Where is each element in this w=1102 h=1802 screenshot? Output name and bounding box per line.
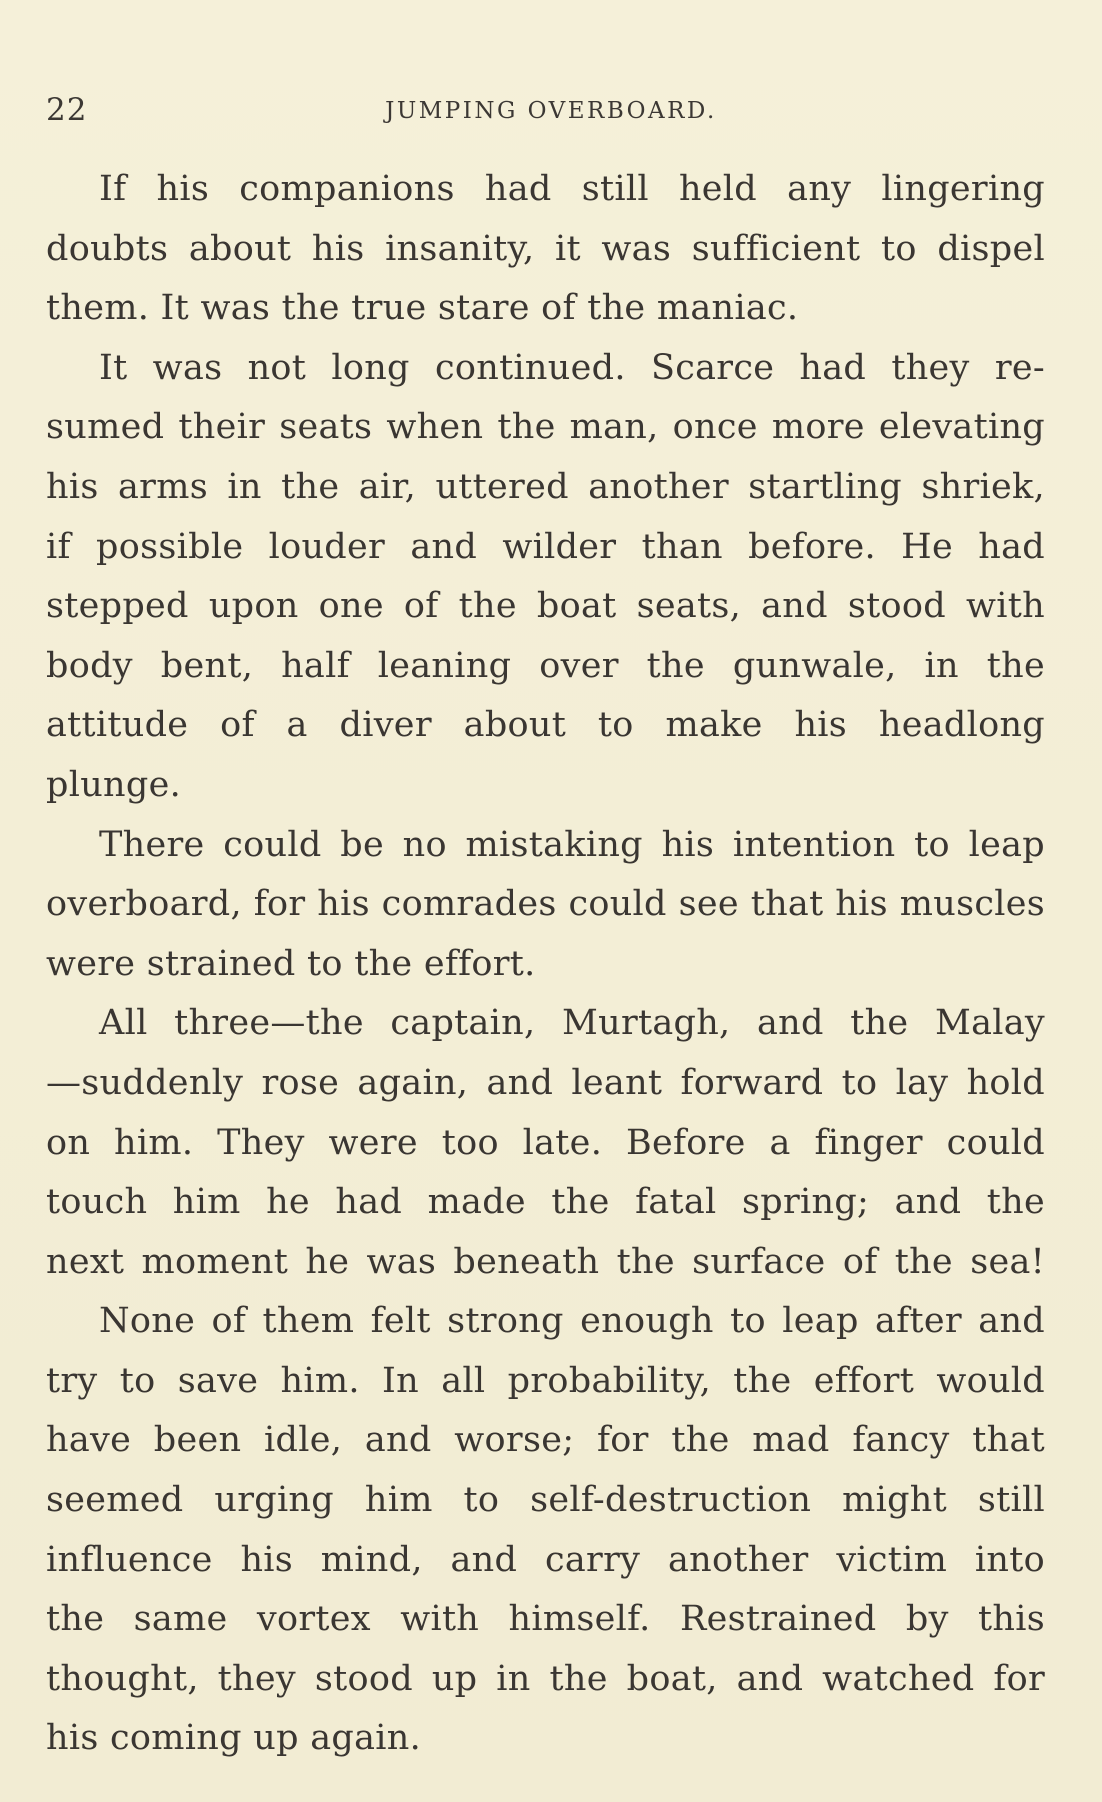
text-line: plunge.	[46, 764, 182, 805]
text-line: doubts about his insanity, it was sufficient to dispel	[46, 228, 1045, 269]
text-line: All three—the captain, Murtagh, and the Malay	[99, 1003, 1045, 1044]
text-line: There could be no mistaking his intention to leap	[99, 824, 1045, 865]
text-line: try to save him. In all probability, the effort would	[46, 1360, 1045, 1401]
text-line: were strained to the effort.	[46, 943, 536, 984]
text-line: None of them felt strong enough to leap after and	[99, 1301, 1045, 1342]
text-line: It was not long continued. Scarce had they re-	[99, 347, 1045, 388]
text-line: touch him he had made the fatal spring; and the	[46, 1182, 1045, 1223]
text-line: have been idle, and worse; for the mad fancy that	[46, 1420, 1045, 1461]
running-head: JUMPING OVERBOARD.	[385, 98, 717, 124]
text-line: seemed urging him to self-destruction might still	[46, 1480, 1045, 1521]
text-line: next moment he was beneath the surface of the sea!	[46, 1241, 1045, 1282]
text-line: stepped upon one of the boat seats, and stood with	[46, 586, 1045, 627]
text-line: If his companions had still held any lingering	[99, 169, 1045, 209]
text-line: body bent, half leaning over the gunwale, in the	[46, 645, 1045, 686]
text-line: sumed their seats when the man, once more elevating	[46, 407, 1045, 448]
text-line: his coming up again.	[46, 1718, 422, 1759]
text-line: thought, they stood up in the boat, and watched for	[46, 1658, 1045, 1699]
text-line: his arms in the air, uttered another startling shriek,	[46, 466, 1045, 507]
body-text	[46, 160, 1045, 1769]
text-line: on him. They were too late. Before a finger could	[46, 1122, 1045, 1163]
text-line: the same vortex with himself. Restrained by this	[46, 1599, 1045, 1640]
text-line: them. It was the true stare of the maniac.	[46, 288, 799, 329]
text-line: if possible louder and wilder than before. He had	[46, 526, 1045, 567]
text-line: influence his mind, and carry another victim into	[46, 1539, 1045, 1580]
page-number: 22	[46, 92, 88, 128]
text-line: attitude of a diver about to make his headlong	[46, 705, 1045, 746]
text-line: —suddenly rose again, and leant forward to lay hold	[46, 1062, 1045, 1103]
text-line: overboard, for his comrades could see that his muscles	[46, 884, 1045, 925]
